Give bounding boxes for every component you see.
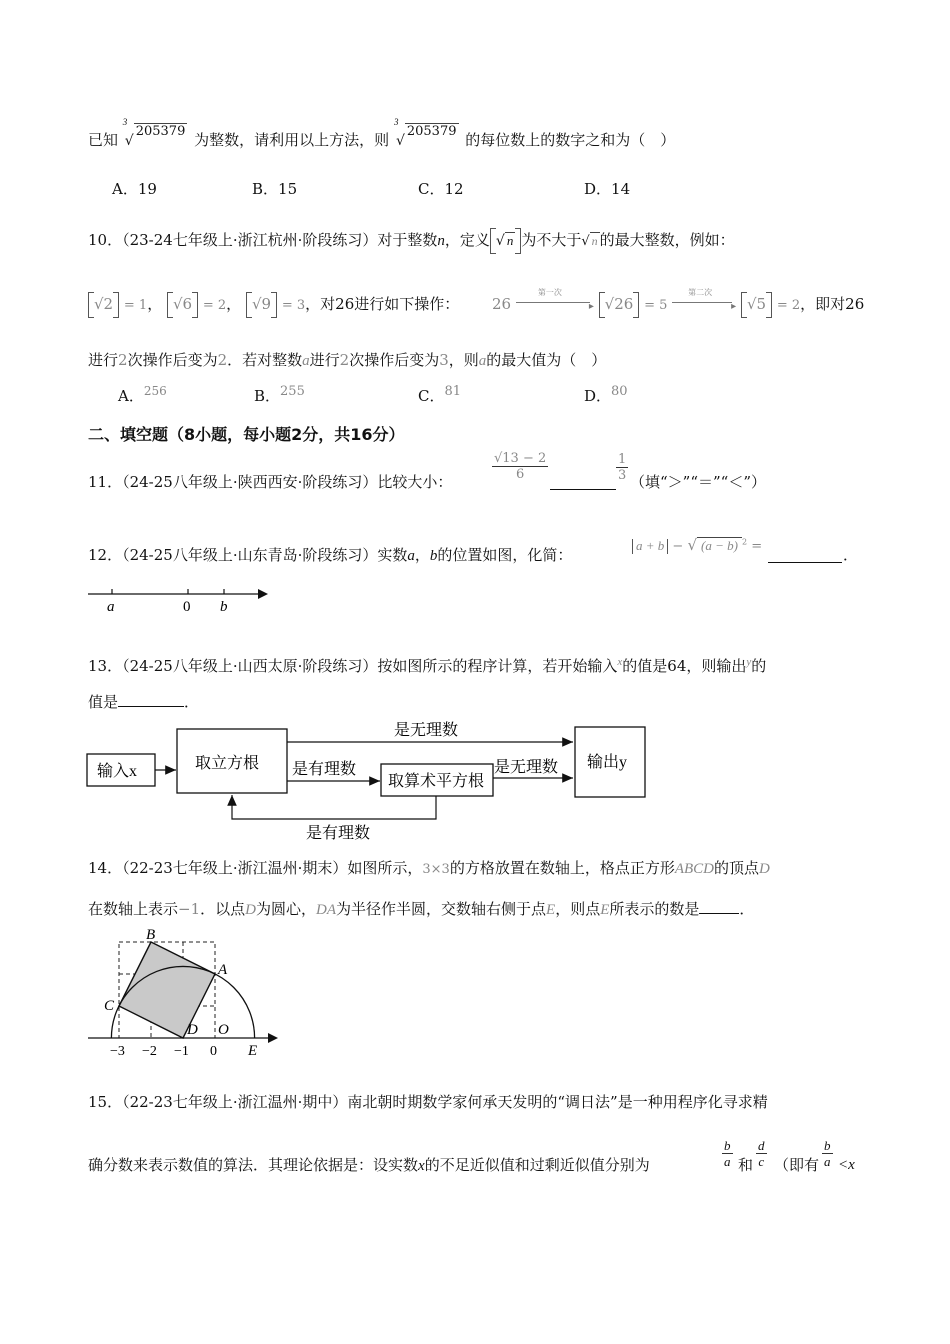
q9-option-d[interactable]: D．14 (584, 180, 631, 198)
q15-fraction-dc: $\frac{d}{c}$ (758, 1138, 765, 1169)
label-c: C (104, 998, 115, 1014)
tick-neg1: −1 (174, 1044, 189, 1059)
axis-label-0: 0 (183, 599, 191, 615)
q15-fraction-ba: $\frac{b}{a}$ (724, 1138, 731, 1169)
q10-option-b[interactable]: B．255 (254, 384, 305, 405)
q14-stem-line2: 在数轴上表示−1．以点D为圆心，DA为半径作半圆，交数轴右侧于点E，则点E所表示的数是 ． (88, 897, 754, 920)
flow-sqrt-label: 取算术平方根 (388, 773, 485, 790)
section-title: 二、填空题（8小题，每小题2分，共16分） (88, 425, 405, 444)
q11-fraction-2: $\frac{1}{3}$ (618, 452, 627, 483)
q9-option-b[interactable]: B．15 (252, 180, 298, 198)
q13-answer-blank[interactable] (118, 690, 184, 707)
q11-fraction-1: $\frac{√13 - 2}{6}$ (494, 451, 547, 482)
q15-and: 和 (738, 1156, 754, 1174)
axis-label-a: a (107, 599, 115, 615)
flow-irrational-mid: 是无理数 (494, 759, 559, 776)
q12-answer-blank[interactable] (768, 545, 842, 563)
axis-label-b: b (220, 599, 228, 615)
flow-cube-root-label: 取立方根 (195, 755, 260, 772)
q12-number-line (86, 580, 276, 616)
flow-irrational-top: 是无理数 (394, 722, 459, 739)
label-b: B (146, 927, 156, 943)
label-a: A (218, 962, 228, 978)
q10-stem-line1: 10．（23-24七年级上·浙江杭州·阶段练习）对于整数n，定义 √ n 为不大于√ n 的最大整数，例如： (88, 228, 735, 254)
q15-fraction-ba-2: $\frac{b}{a}$ (824, 1138, 831, 1169)
q11-answer-blank[interactable] (550, 472, 616, 490)
q12-stem: 12．（24-25八年级上·山东青岛·阶段练习）实数a，b的位置如图，化简： (88, 546, 573, 564)
q10-operation-chain: 26 第一次 ▸ √26 = 5 第二次 ▸ √5 = 2，即对26 (492, 292, 864, 318)
q9-option-c[interactable]: C．12 (418, 180, 464, 198)
label-e: E (248, 1043, 258, 1059)
q15-less-than-x: <x (838, 1157, 855, 1173)
q9-cube-root-1: 3 √205379 (122, 117, 186, 149)
axis-arrow (258, 589, 268, 599)
q13-flowchart (84, 716, 654, 846)
q13-stem-line2: 值是 ． (88, 690, 199, 712)
tick-0: 0 (210, 1044, 217, 1059)
q12-period: ． (843, 546, 859, 564)
q10-stem-line2: √2 = 1， √6 = 2， √9 = 3，对26进行如下操作： (88, 292, 459, 318)
q9-option-a[interactable]: A．19 (112, 180, 157, 198)
q9-stem: 已知 3 √205379 为整数，请利用以上方法，则 3 √205379 的每位数上的数字之和为（ ） (88, 117, 676, 149)
q14-answer-blank[interactable] (699, 897, 739, 914)
flow-rational-back: 是有理数 (306, 825, 371, 842)
q10-option-d[interactable]: D．80 (584, 384, 628, 405)
flow-rational-mid: 是有理数 (292, 761, 357, 778)
q14-figure (86, 926, 286, 1060)
q10-stem-line3: 进行2次操作后变为2．若对整数a进行2次操作后变为3，则a的最大值为（ ） (88, 351, 607, 369)
q12-expression: a + b − √ (a − b) $^2$ = (632, 536, 762, 554)
q10-option-a[interactable]: A．$^{256}$ (118, 384, 167, 405)
label-d: D (187, 1022, 198, 1038)
q13-stem-line1: 13．（24-25八年级上·山西太原·阶段练习）按如图所示的程序计算，若开始输入$^x$的值是64，则输出$^y$的 (88, 656, 767, 675)
q11-stem: 11．（24-25八年级上·陕西西安·阶段练习）比较大小： (88, 473, 453, 491)
q15-stem-line1: 15．（22-23七年级上·浙江温州·期中）南北朝时期数学家何承天发明的“调日法”是一种用程序化寻求精 (88, 1093, 768, 1111)
square-abcd (119, 942, 215, 1038)
flow-output-label: 输出y (587, 754, 628, 771)
flow-input-label: 输入x (97, 763, 138, 780)
q14-stem-line1: 14．（22-23七年级上·浙江温州·期末）如图所示，3×3的方格放置在数轴上，格点正方形ABCD的顶点D (88, 859, 770, 877)
q11-hint: （填“＞”“＝”“＜”） (630, 473, 767, 491)
q10-option-c[interactable]: C．81 (418, 384, 462, 405)
tick-neg2: −2 (142, 1044, 157, 1059)
q9-cube-root-2: 3 √205379 (393, 117, 457, 149)
label-o: O (218, 1022, 229, 1038)
tick-neg3: −3 (110, 1044, 125, 1059)
q15-stem-line2: 确分数来表示数值的算法．其理论依据是：设实数x的不足近似值和过剩近似值分别为 (88, 1156, 650, 1174)
q15-namely: （即有 (774, 1156, 820, 1174)
